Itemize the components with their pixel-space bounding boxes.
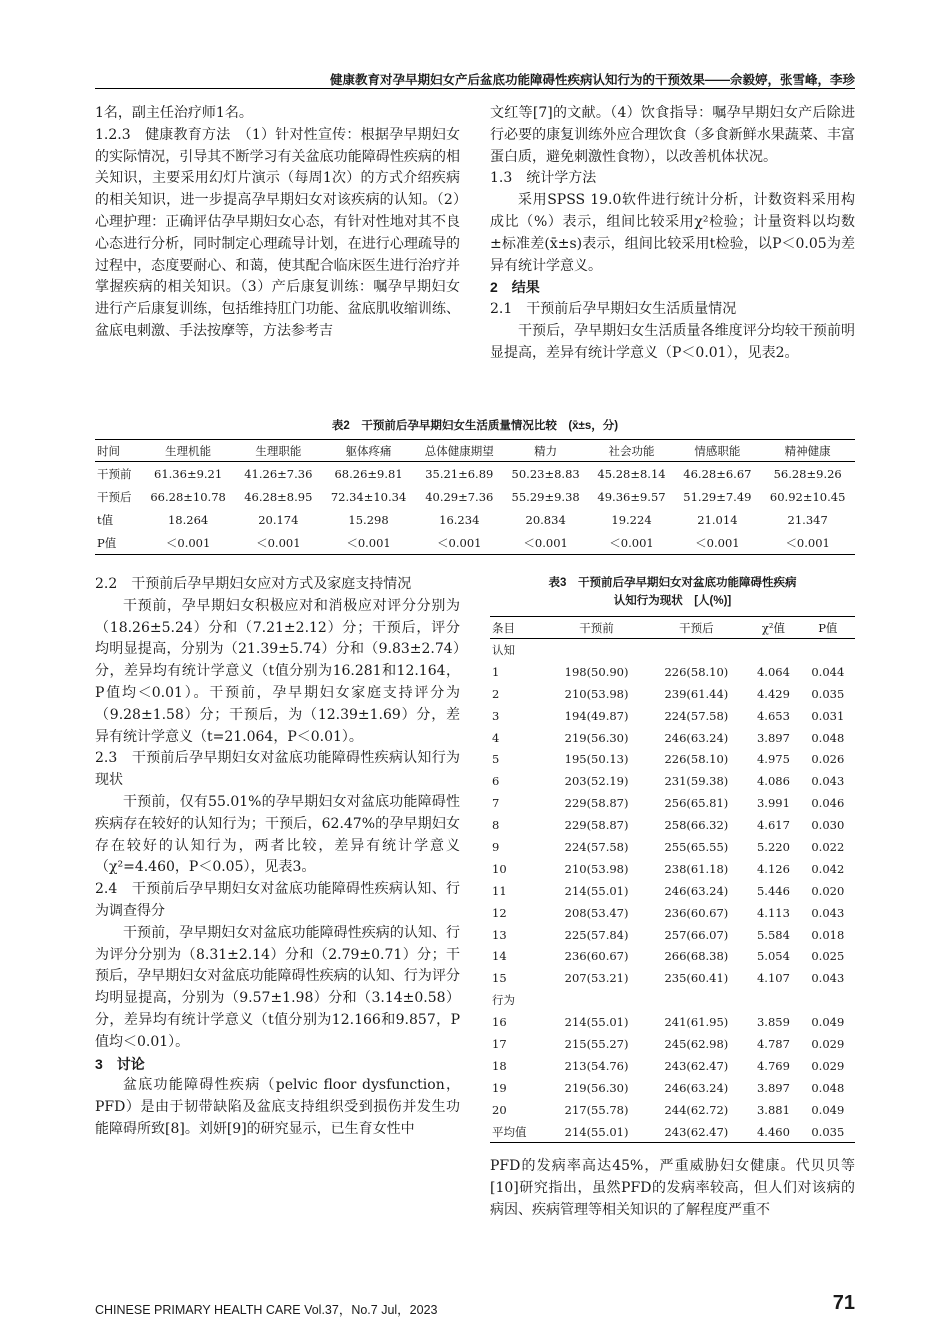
table-cell: 8 <box>492 818 500 833</box>
paragraph: 1.2.3 健康教育方法 （1）针对性宣传：根据孕早期妇女的实际情况，引导其不断学习有关盆底功能障碍性疾病的相关知识，主要采用幻灯片演示（每周1次）的方式介绍疾病的相关知识，进一步提高孕早期妇女对该疾病的认知。（2）心理护理：正确评估孕早期妇女心态，有针对性地对其不良心态进行分析，同时制定心理疏导计划，在进行心理疏导的过程中，态度要耐心、和蔼，使其配合临床医生进行治疗并掌握疾病的相关知识。（3）产后康复训练：嘱孕早期妇女进行产后康复训练，包括维持肛门功能、盆底肌收缩训练、盆底电刺激、手法按摩等，方法参考吉 <box>95 126 460 339</box>
table-cell: 41.26±7.36 <box>244 466 313 481</box>
header-cell: 生理机能 <box>141 440 236 462</box>
table-cell: 66.28±10.78 <box>150 489 226 504</box>
table-cell: 0.029 <box>811 1036 845 1051</box>
group-label: 行为 <box>492 993 515 1008</box>
right-column-top <box>490 103 855 365</box>
table-cell: 4.787 <box>756 1036 790 1051</box>
table-cell: ＜0.001 <box>141 531 236 555</box>
table-cell: 235(60.41) <box>664 971 729 986</box>
table-cell: 16 <box>492 1015 507 1030</box>
table-cell: 56.28±9.26 <box>773 466 842 481</box>
journal-footer: CHINESE PRIMARY HEALTH CARE Vol.37，No.7 Jul，2023 <box>95 1303 438 1317</box>
table-cell: ＜0.001 <box>760 531 855 555</box>
table-cell: 226(58.10) <box>664 752 729 767</box>
table-row <box>490 814 855 836</box>
table-cell: 210(53.98) <box>564 861 629 876</box>
table-cell: 9 <box>492 839 500 854</box>
table-cell: 68.26±9.81 <box>334 466 403 481</box>
paragraph: 干预前，孕早期妇女对盆底功能障碍性疾病的认知、行为评分分别为（8.31±2.14）分和（2.79±0.71）分；干预后，孕早期妇女对盆底功能障碍性疾病的认知、行为评分均明显提高，分别为（9.57±1.98）分和（3.14±0.58）分，差异均有统计学意义（t值分别为12.166和9.857，P值均＜0.01）。 <box>95 924 460 1050</box>
table-cell: 3.881 <box>756 1102 790 1117</box>
table-cell: 55.29±9.38 <box>511 489 580 504</box>
table-cell: 20.174 <box>258 512 299 527</box>
table-cell: 246(63.24) <box>664 1080 729 1095</box>
left-column-top <box>95 103 460 343</box>
table-cell: 60.92±10.45 <box>769 489 846 504</box>
table-cell: 0.031 <box>811 708 845 723</box>
header-cell: 精力 <box>503 440 589 462</box>
table-cell: 干预前 <box>97 466 132 481</box>
table-cell: 3 <box>492 708 500 723</box>
header-cell: 总体健康期望 <box>416 440 503 462</box>
header-cell: 条目 <box>490 617 547 639</box>
table-cell: 203(52.19) <box>564 774 629 789</box>
table-cell: 1 <box>492 664 500 679</box>
table-cell: 7 <box>492 796 500 811</box>
table-cell: 4.429 <box>756 686 790 701</box>
header-cell: χ²值 <box>746 617 800 639</box>
table-cell: 干预后 <box>97 489 132 504</box>
table-header-row <box>95 440 855 462</box>
table-cell: 198(50.90) <box>564 664 629 679</box>
paragraph: 干预后，孕早期妇女生活质量各维度评分均较干预前明显提高，差异有统计学意义（P＜0.01），见表2。 <box>490 322 855 361</box>
table-cell: 46.28±6.67 <box>683 466 752 481</box>
header-cell: 情感职能 <box>674 440 760 462</box>
table-cell: 20 <box>492 1102 507 1117</box>
header-cell: 干预前 <box>547 617 647 639</box>
table-cell: 40.29±7.36 <box>425 489 494 504</box>
table-cell: 12 <box>492 905 507 920</box>
table-cell: 4.113 <box>756 905 790 920</box>
table-cell: 16.234 <box>439 512 480 527</box>
table-cell: 214(55.01) <box>564 1015 629 1030</box>
table-cell: 243(62.47) <box>664 1058 729 1073</box>
table-row <box>490 748 855 770</box>
group-row <box>490 989 855 1011</box>
header-cell: 时间 <box>95 440 141 462</box>
table-cell: 246(63.24) <box>664 883 729 898</box>
header-cell: 躯体疼痛 <box>321 440 416 462</box>
caption-line: 表3 干预前后孕早期妇女对盆底功能障碍性疾病 <box>548 577 797 589</box>
paragraph: 1名，副主任治疗师1名。 <box>95 105 253 121</box>
table-row <box>490 1055 855 1077</box>
table-cell: 18.264 <box>167 512 209 527</box>
table-row <box>490 770 855 792</box>
table-cell: 35.21±6.89 <box>425 466 494 481</box>
table-cell: 0.046 <box>811 796 845 811</box>
table-cell: 217(55.78) <box>564 1102 629 1117</box>
table-cell: 20.834 <box>525 512 566 527</box>
table-cell: 0.049 <box>811 1015 845 1030</box>
right-column-bottom <box>490 1156 855 1221</box>
table-cell: 0.022 <box>811 839 845 854</box>
table-cell: 3.897 <box>756 730 790 745</box>
table-cell: 5 <box>492 752 500 767</box>
table-row <box>490 1033 855 1055</box>
table-cell: 17 <box>492 1036 507 1051</box>
table-cell: 4 <box>492 730 500 745</box>
paragraph: 干预前，仅有55.01%的孕早期妇女对盆底功能障碍性疾病存在较好的认知行为；干预后，62.47%的孕早期妇女存在较好的认知行为，两者比较，差异有统计学意义（χ²=4.460，P＜0.05），见表3。 <box>95 793 460 876</box>
table-cell: 21.347 <box>787 512 828 527</box>
table-cell: 256(65.81) <box>664 796 729 811</box>
table-row <box>95 508 855 531</box>
table2 <box>95 439 855 555</box>
table-cell: 0.042 <box>811 861 845 876</box>
table-cell: 215(55.27) <box>564 1036 629 1051</box>
table-cell: 0.044 <box>811 664 845 679</box>
table-cell: 0.026 <box>811 752 845 767</box>
table-cell: t值 <box>97 512 114 527</box>
section-heading: 1.3 统计学方法 <box>490 170 597 187</box>
table-cell: 4.653 <box>756 708 790 723</box>
table-cell: 0.025 <box>811 949 845 964</box>
group-label: 认知 <box>492 642 515 657</box>
paragraph: 盆底功能障碍性疾病（pelvic floor dysfunction，PFD）是由于韧带缺陷及盆底支持组织受到损伤并发生功能障碍所致[8]。刘妍[9]的研究显示，已生育女性中 <box>95 1077 460 1137</box>
table-row <box>490 661 855 683</box>
table-cell: 226(58.10) <box>664 664 729 679</box>
table-cell: 246(63.24) <box>664 730 729 745</box>
table-cell: 5.054 <box>756 949 790 964</box>
running-header: 健康教育对孕早期妇女产后盆底功能障碍性疾病认知行为的干预效果——佘毅婷，张雪峰，李珍 <box>329 73 855 87</box>
table-cell: 214(55.01) <box>564 883 629 898</box>
table-cell: 15 <box>492 971 507 986</box>
table-row <box>490 727 855 749</box>
table-cell: 4.107 <box>756 971 790 986</box>
table-row <box>490 858 855 880</box>
paragraph: PFD的发病率高达45%，严重威胁妇女健康。代贝贝等[10]研究指出，虽然PFD的发病率较高，但人们对该病的病因、疾病管理等相关知识的了解程度严重不 <box>490 1158 855 1218</box>
table-cell: 229(58.87) <box>564 796 629 811</box>
table-row <box>490 683 855 705</box>
page-number: 71 <box>832 1292 855 1314</box>
table-row <box>95 531 855 555</box>
paragraph: 干预前，孕早期妇女积极应对和消极应对评分分别为（18.26±5.24）分和（7.21±2.12）分；干预后，评分均明显提高，分别为（21.39±5.74）分和（9.83±2.74）分，差异均有统计学意义（t值分别为16.281和12.164，P值均＜0.01）。干预前，孕早期妇女家庭支持评分为（9.28±1.58）分；干预后，为（12.39±1.69）分，差异有统计学意义（t=21.064，P＜0.01）。 <box>95 597 460 745</box>
table-cell: 208(53.47) <box>564 905 629 920</box>
header-cell: P值 <box>801 617 855 639</box>
table-cell: 3.859 <box>756 1015 790 1030</box>
table-cell: 5.446 <box>756 883 790 898</box>
table-cell: 236(60.67) <box>664 905 729 920</box>
table-cell: 5.584 <box>756 927 790 942</box>
table-cell: 0.035 <box>811 686 845 701</box>
section-heading: 2.3 干预前后孕早期妇女对盆底功能障碍性疾病认知行为现状 <box>95 750 460 789</box>
left-column-bottom <box>95 574 460 1141</box>
table-cell: 255(65.55) <box>664 839 729 854</box>
table-cell: ＜0.001 <box>674 531 760 555</box>
table-cell: 243(62.47) <box>646 1121 746 1143</box>
table-row <box>490 836 855 858</box>
table-cell: 51.29±7.49 <box>683 489 752 504</box>
table-cell: ＜0.001 <box>321 531 416 555</box>
table-cell: 266(68.38) <box>664 949 729 964</box>
header-cell: 社会功能 <box>589 440 675 462</box>
table-cell: 224(57.58) <box>564 839 629 854</box>
table-cell: 10 <box>492 861 507 876</box>
table-cell: 19.224 <box>611 512 652 527</box>
header-cell: 干预后 <box>646 617 746 639</box>
table-cell: 0.043 <box>811 971 845 986</box>
table-cell: 207(53.21) <box>564 971 629 986</box>
table-row <box>490 902 855 924</box>
table-row <box>490 1077 855 1099</box>
table-cell: 219(56.30) <box>564 730 629 745</box>
table-row <box>490 792 855 814</box>
table-cell: 5.220 <box>756 839 790 854</box>
group-row <box>490 639 855 661</box>
table-cell: 平均值 <box>490 1121 547 1143</box>
table-cell: 4.460 <box>746 1121 800 1143</box>
table-cell: 0.020 <box>811 883 845 898</box>
table-cell: 214(55.01) <box>547 1121 647 1143</box>
table-cell: 238(61.18) <box>664 861 729 876</box>
table-cell: 3.991 <box>756 796 790 811</box>
table-cell: 2 <box>492 686 500 701</box>
section-heading: 2.4 干预前后孕早期妇女对盆底功能障碍性疾病认知、行为调查得分 <box>95 881 460 919</box>
table-cell: 0.043 <box>811 774 845 789</box>
header-cell: 精神健康 <box>760 440 855 462</box>
paragraph: 文红等[7]的文献。（4）饮食指导：嘱孕早期妇女产后除进行必要的康复训练外应合理饮食（多食新鲜水果蔬菜、丰富蛋白质，避免刺激性食物），以改善机体状况。 <box>490 105 855 165</box>
table-cell: 49.36±9.57 <box>597 489 666 504</box>
table-cell: 4.617 <box>756 818 790 833</box>
table-row <box>490 880 855 902</box>
table3 <box>490 616 855 1143</box>
table-cell: 0.049 <box>811 1102 845 1117</box>
table-cell: 50.23±8.83 <box>511 466 580 481</box>
table-cell: 18 <box>492 1058 507 1073</box>
table-cell: 4.769 <box>756 1058 790 1073</box>
table-cell: 3.897 <box>756 1080 790 1095</box>
section-heading: 2.1 干预前后孕早期妇女生活质量情况 <box>490 301 737 318</box>
table-cell: 239(61.44) <box>664 686 729 701</box>
table-cell: 15.298 <box>348 512 389 527</box>
table-row <box>490 924 855 946</box>
table-cell: 0.035 <box>801 1121 855 1143</box>
table-cell: 19 <box>492 1080 507 1095</box>
table-cell: 225(57.84) <box>564 927 629 942</box>
table-cell: 4.064 <box>756 664 790 679</box>
table-row <box>490 1121 855 1143</box>
table-cell: 210(53.98) <box>564 686 629 701</box>
table-cell: 0.043 <box>811 905 845 920</box>
table-row <box>490 1099 855 1121</box>
table-cell: 14 <box>492 949 507 964</box>
table-cell: P值 <box>95 531 141 555</box>
table-cell: 46.28±8.95 <box>244 489 313 504</box>
table-cell: 229(58.87) <box>564 818 629 833</box>
table-cell: 219(56.30) <box>564 1080 629 1095</box>
table-cell: 244(62.72) <box>664 1102 729 1117</box>
table-cell: 0.048 <box>811 1080 845 1095</box>
table-header-row <box>490 617 855 639</box>
table-cell: 213(54.76) <box>564 1058 629 1073</box>
table-cell: ＜0.001 <box>416 531 503 555</box>
table-cell: 194(49.87) <box>564 708 629 723</box>
table-cell: 4.086 <box>756 774 790 789</box>
table2-caption: 表2 干预前后孕早期妇女生活质量情况比较 (x̄±s，分) <box>331 420 619 432</box>
table-row <box>95 485 855 508</box>
table-cell: 72.34±10.34 <box>330 489 407 504</box>
table-cell: 0.029 <box>811 1058 845 1073</box>
caption-line: 认知行为现状 [人(%)] <box>613 595 732 607</box>
header-cell: 生理职能 <box>235 440 321 462</box>
table-cell: 0.018 <box>811 927 845 942</box>
table-cell: 195(50.13) <box>564 752 629 767</box>
table-row <box>490 1011 855 1033</box>
table-cell: 236(60.67) <box>564 949 629 964</box>
table-cell: 6 <box>492 774 500 789</box>
paragraph: 采用SPSS 19.0软件进行统计分析，计数资料采用构成比（%）表示，组间比较采用χ²检验；计量资料以均数±标准差(x̄±s)表示，组间比较采用t检验，以P＜0.05为差异有统计学意义。 <box>490 192 855 274</box>
table-cell: 0.048 <box>811 730 845 745</box>
table-cell: 245(62.98) <box>664 1036 729 1051</box>
table-cell: 45.28±8.14 <box>597 466 666 481</box>
table-cell: 4.975 <box>756 752 790 767</box>
section-heading: 2.2 干预前后孕早期妇女应对方式及家庭支持情况 <box>95 576 412 592</box>
table-cell: 0.030 <box>811 818 845 833</box>
table-row <box>490 945 855 967</box>
table-cell: 224(57.58) <box>664 708 729 723</box>
header-rule <box>95 88 855 89</box>
table-cell: 11 <box>492 883 507 898</box>
table-cell: 21.014 <box>697 512 738 527</box>
table3-caption <box>490 574 855 610</box>
section-heading: 2 结果 <box>490 279 540 296</box>
table-cell: 4.126 <box>756 861 790 876</box>
table-cell: 13 <box>492 927 507 942</box>
table-row <box>490 967 855 989</box>
table-cell: 257(66.07) <box>664 927 729 942</box>
table-cell: 231(59.38) <box>664 774 729 789</box>
table-row <box>95 462 855 486</box>
section-heading: 3 讨论 <box>95 1055 145 1072</box>
table-cell: 258(66.32) <box>664 818 729 833</box>
table-cell: ＜0.001 <box>503 531 589 555</box>
table-cell: ＜0.001 <box>589 531 675 555</box>
table-cell: ＜0.001 <box>235 531 321 555</box>
table-cell: 61.36±9.21 <box>154 466 223 481</box>
table-cell: 241(61.95) <box>664 1015 729 1030</box>
table-row <box>490 705 855 727</box>
